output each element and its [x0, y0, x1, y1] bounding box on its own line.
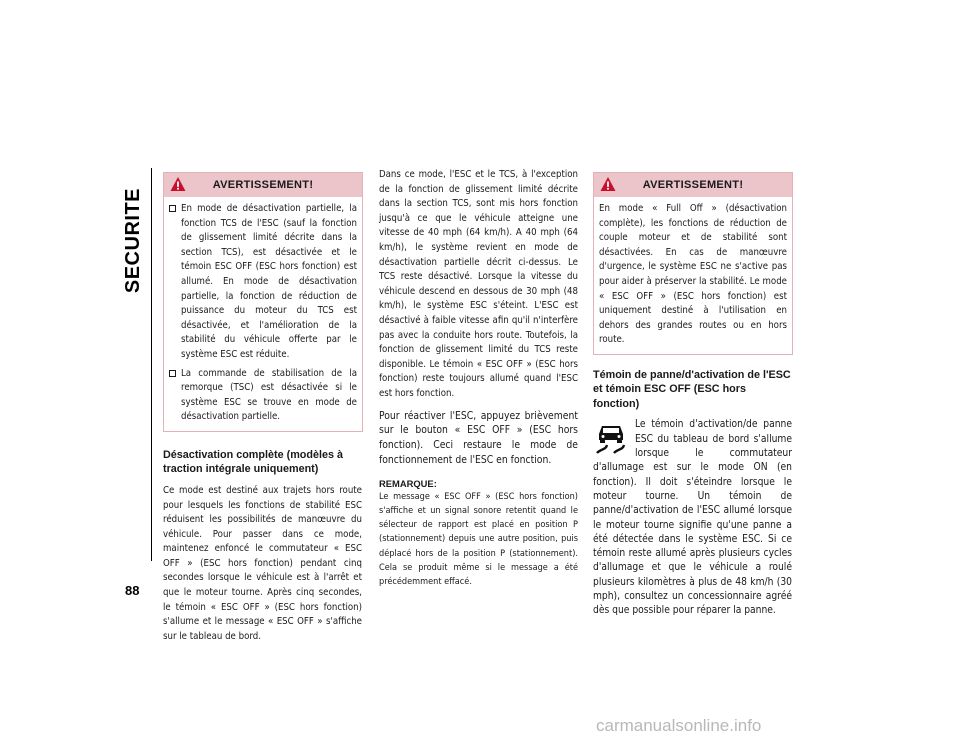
warning-header: [164, 173, 362, 197]
note-title: REMARQUE:: [379, 477, 437, 489]
section-divider: [151, 168, 152, 561]
warning-body: [164, 197, 362, 431]
warning-triangle-icon: [170, 176, 186, 192]
warning-box-partial-off: [163, 172, 363, 432]
section-heading-full-off: Désactivation complète (modèles à traction intégrale uniquement): [163, 448, 344, 476]
column-left: [163, 172, 362, 644]
paragraph-reactivate-esc: Pour réactiver l'ESC, appuyez brièvement sur le bouton « ESC OFF » (ESC hors fonction). Ceci restaure le mode de fonctionnement de l'ESC en fonction.: [379, 409, 578, 466]
warning-header: [594, 173, 792, 197]
warning-bullet-text: La commande de stabilisation de la remorque (TSC) est désactivée si le système ESC se trouve en mode de désactivation partielle.: [181, 367, 357, 423]
paragraph-full-off: Ce mode est destiné aux trajets hors route pour lesquels les fonctions de stabilité ESC réduisent les possibilités de manœuvre du véhicule. Pour passer dans ce mode, maintenez enfoncé le commutateur « ESC OFF » (ESC hors fonction) pendant cinq secondes lorsque le véhicule est à l'arrêt et que le moteur tourne. Après cinq secondes, le témoin « ESC OFF » (ESC hors fonction) s'allume et le message « ESC OFF » s'affiche sur le tableau de bord.: [163, 484, 362, 642]
warning-title: AVERTISSEMENT!: [642, 179, 744, 191]
warning-bullet: [169, 367, 357, 425]
warning-body: [594, 197, 792, 354]
column-middle: [379, 168, 578, 589]
indicator-description: [593, 418, 792, 618]
warning-bullet: [169, 202, 357, 363]
warning-box-full-off: [593, 172, 793, 355]
page-number: 88: [125, 583, 140, 598]
square-bullet-icon: [169, 370, 176, 377]
watermark: carmanualsonline.info: [596, 716, 762, 735]
warning-title: AVERTISSEMENT!: [212, 179, 314, 191]
warning-bullet-text: En mode de désactivation partielle, la fonction TCS de l'ESC (sauf la fonction de glissement limité décrite dans la section TCS), est désactivée et le témoin ESC OFF (ESC hors fonction) est allumé. En mode de désactivation partielle, la fonction de réduction de puissance du moteur du TCS est désactivée, et l'amélioration de la stabilité du véhicule offerte par le système ESC est réduite.: [181, 203, 357, 360]
paragraph-full-off-behavior: Dans ce mode, l'ESC et le TCS, à l'exception de la fonction de glissement limité décrite dans la section TCS, sont mis hors fonction jusqu'à ce que le véhicule atteigne une vitesse de 40 mph (64 km/h). A 40 mph (64 km/h), le système revient en mode de désactivation partielle décrit ci-dessus. Le TCS reste désactivé. Lorsque la vitesse du véhicule descend en dessous de 30 mph (48 km/h), le système ESC s'éteint. L'ESC est désactivé à faible vitesse afin qu'il n'interfère pas avec la conduite hors route. Toutefois, la fonction de glissement limité du TCS reste disponible. Le témoin « ESC OFF » (ESC hors fonction) reste toujours allumé quand l'ESC est hors fonction.: [379, 169, 578, 399]
warning-triangle-icon: [600, 176, 616, 192]
column-right: [593, 172, 792, 619]
section-label: SECURITE: [122, 188, 144, 294]
esc-skid-car-icon: [593, 422, 629, 456]
note-text: Le message « ESC OFF » (ESC hors fonction) s'affiche et un signal sonore retentit quand le sélecteur de rapport est placé en position P (stationnement) depuis une autre position, puis déplacé hors de la position P (stationnement). Cela se produit même si le message a été précédemment effacé.: [379, 491, 578, 587]
warning-text: En mode « Full Off » (désactivation complète), les fonctions de réduction de couple moteur et de stabilité sont désactivées. En cas de manœuvre d'urgence, le système ESC ne s'active pas pour aider à préserver la stabilité. Le mode « ESC OFF » (ESC hors fonction) est uniquement destiné à l'utilisation en dehors des grandes routes ou en hors route.: [599, 203, 787, 346]
square-bullet-icon: [169, 205, 176, 212]
paragraph-esc-indicator: Le témoin d'activation/de panne ESC du tableau de bord s'allume lorsque le commutateur d'allumage est sur le mode ON (en fonction). Il doit s'éteindre lorsque le moteur tourne. Un témoin de panne/d'activation de l'ESC allumé lorsque le moteur tourne signifie qu'une panne a été détectée dans le système ESC. Si ce témoin reste allumé après plusieurs cycles d'allumage et que le véhicule a roulé plusieurs kilomètres à plus de 48 km/h (30 mph), consultez un concessionnaire agréé dès que possible pour réparer la panne.: [593, 419, 792, 617]
section-heading-esc-indicator: Témoin de panne/d'activation de l'ESC et témoin ESC OFF (ESC hors fonction): [593, 368, 791, 410]
